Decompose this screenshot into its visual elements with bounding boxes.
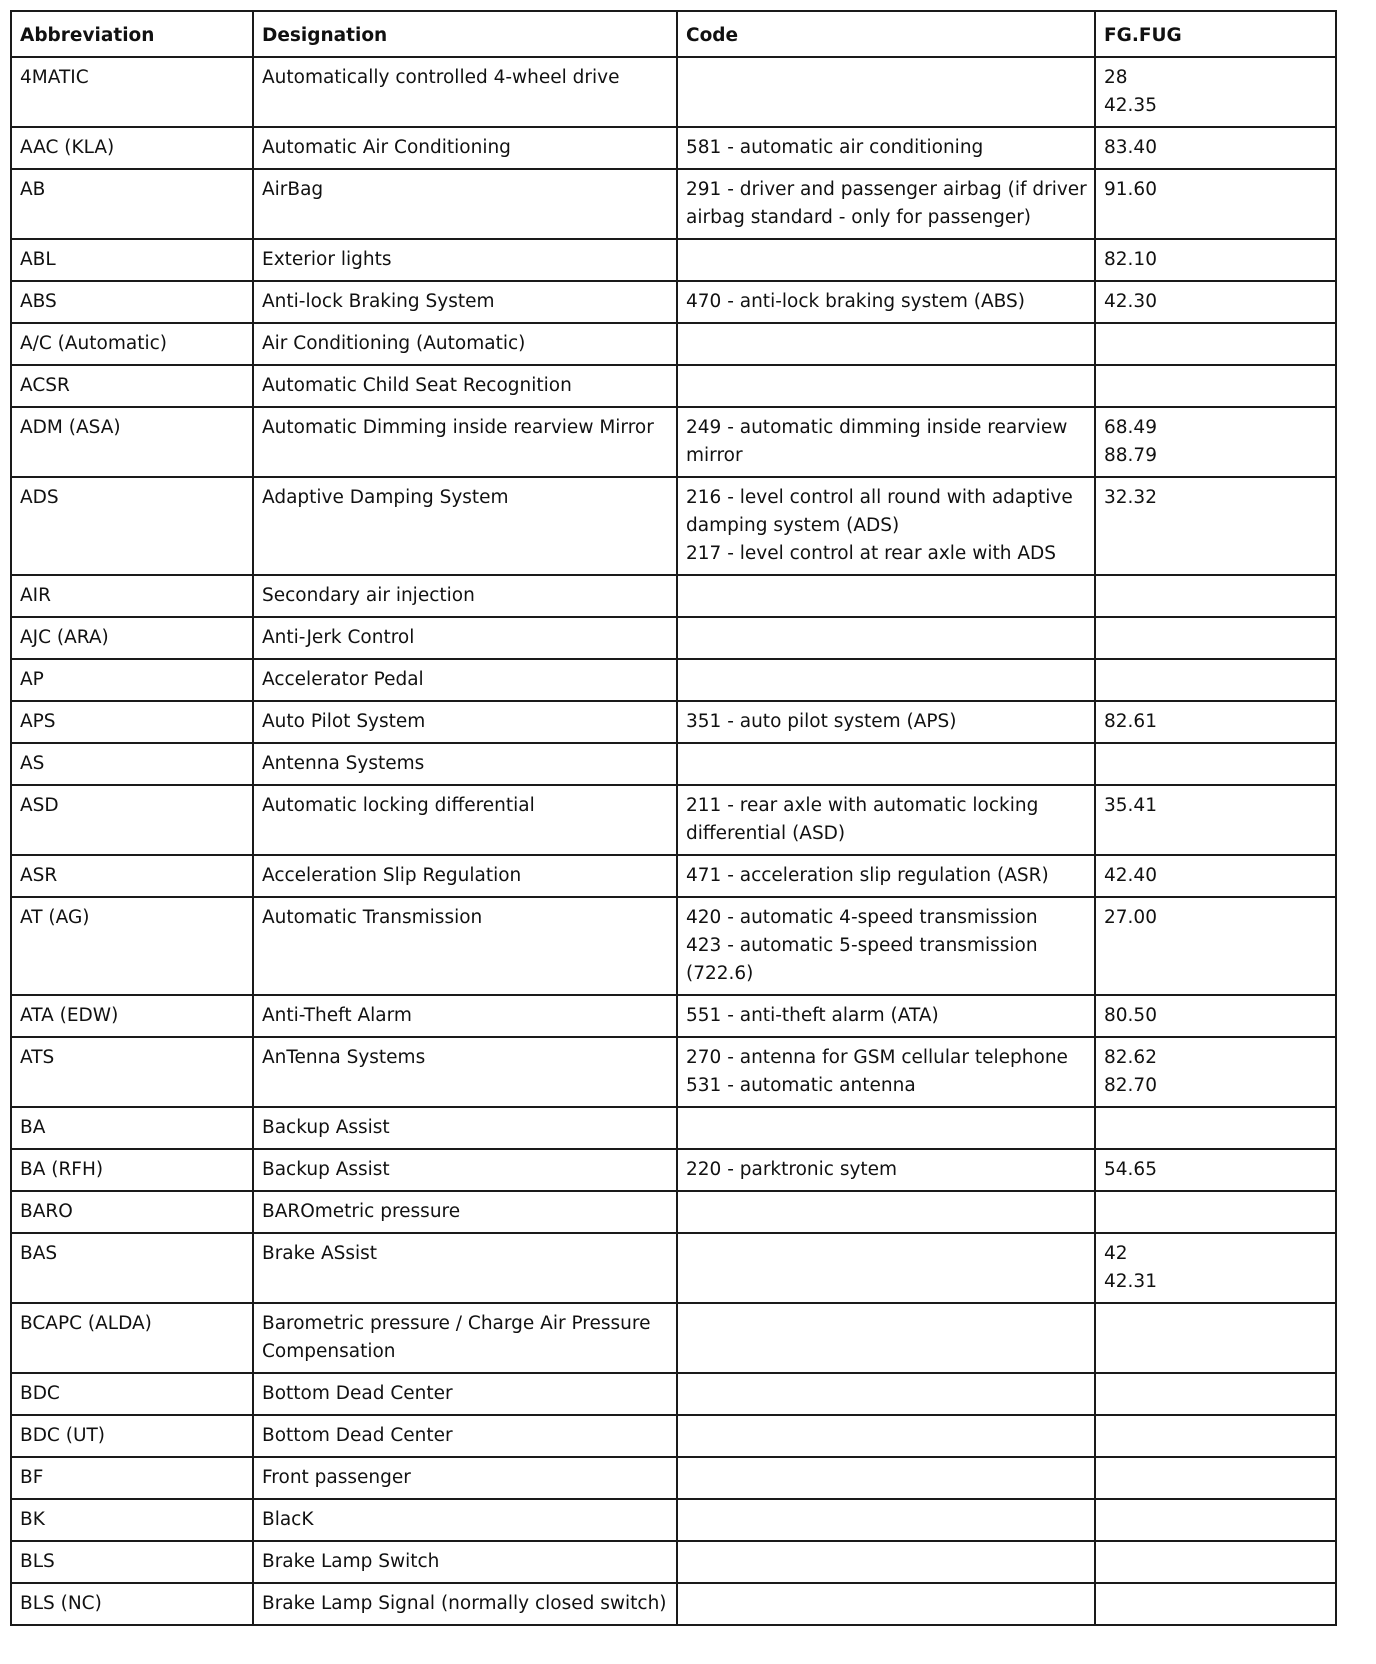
cell-designation: Brake Lamp Switch [253,1541,677,1583]
cell-code [677,127,1095,169]
header-designation: Designation [253,11,677,57]
fg-fug-entry: 82.10 [1104,249,1157,270]
cell-fg-fug [1095,477,1336,575]
table-row [11,1149,1336,1191]
table-row [11,169,1336,239]
table-row [11,1541,1336,1583]
cell-fg-fug [1095,743,1336,785]
fg-fug-entry: 80.50 [1104,1005,1157,1026]
cell-designation: Acceleration Slip Regulation [253,855,677,897]
cell-code [677,701,1095,743]
table-row [11,365,1336,407]
cell-fg-fug [1095,239,1336,281]
cell-code [677,57,1095,127]
cell-designation: Exterior lights [253,239,677,281]
cell-designation: Automatic Air Conditioning [253,127,677,169]
table-row [11,995,1336,1037]
cell-fg-fug [1095,575,1336,617]
cell-designation: Adaptive Damping System [253,477,677,575]
cell-fg-fug [1095,1415,1336,1457]
cell-fg-fug [1095,617,1336,659]
cell-abbreviation: AB [11,169,253,239]
cell-code [677,617,1095,659]
cell-designation: Brake ASsist [253,1233,677,1303]
fg-fug-entry: 68.49 [1104,417,1157,438]
cell-designation: BlacK [253,1499,677,1541]
cell-fg-fug [1095,1303,1336,1373]
cell-code [677,659,1095,701]
cell-abbreviation: AJC (ARA) [11,617,253,659]
table-row [11,855,1336,897]
cell-abbreviation: AT (AG) [11,897,253,995]
cell-code [677,407,1095,477]
cell-fg-fug [1095,57,1336,127]
cell-fg-fug [1095,1457,1336,1499]
cell-designation: Anti-Theft Alarm [253,995,677,1037]
fg-fug-entry: 27.00 [1104,907,1157,928]
code-entry: 220 - parktronic sytem [686,1159,898,1180]
cell-fg-fug [1095,1037,1336,1107]
cell-abbreviation: BDC [11,1373,253,1415]
cell-code [677,1373,1095,1415]
cell-code [677,477,1095,575]
cell-designation: Barometric pressure / Charge Air Pressure Compensation [253,1303,677,1373]
cell-abbreviation: ABS [11,281,253,323]
cell-designation: Antenna Systems [253,743,677,785]
cell-code [677,575,1095,617]
table-row [11,659,1336,701]
cell-fg-fug [1095,1191,1336,1233]
cell-designation: Backup Assist [253,1149,677,1191]
fg-fug-entry: 83.40 [1104,137,1157,158]
code-entry: 531 - automatic antenna [686,1075,916,1096]
cell-code [677,1107,1095,1149]
table-body [11,57,1336,1625]
cell-abbreviation: BLS (NC) [11,1583,253,1625]
cell-abbreviation: AS [11,743,253,785]
table-row [11,785,1336,855]
cell-abbreviation: 4MATIC [11,57,253,127]
cell-code [677,743,1095,785]
cell-designation: Automatic Child Seat Recognition [253,365,677,407]
table-row [11,617,1336,659]
cell-designation: Automatic Dimming inside rearview Mirror [253,407,677,477]
table-row [11,281,1336,323]
cell-code [677,785,1095,855]
cell-code [677,1583,1095,1625]
cell-code [677,1233,1095,1303]
cell-fg-fug [1095,1541,1336,1583]
cell-abbreviation: BF [11,1457,253,1499]
cell-fg-fug [1095,1583,1336,1625]
table-row [11,575,1336,617]
cell-fg-fug [1095,1149,1336,1191]
code-entry: 291 - driver and passenger airbag (if driver airbag standard - only for passenger) [686,179,1087,228]
header-abbreviation: Abbreviation [11,11,253,57]
table-row [11,1583,1336,1625]
cell-code [677,897,1095,995]
cell-code [677,1191,1095,1233]
cell-code [677,1303,1095,1373]
cell-abbreviation: BA (RFH) [11,1149,253,1191]
table-row [11,57,1336,127]
cell-abbreviation: BLS [11,1541,253,1583]
cell-designation: Anti-Jerk Control [253,617,677,659]
code-entry: 551 - anti-theft alarm (ATA) [686,1005,939,1026]
cell-abbreviation: ASR [11,855,253,897]
cell-fg-fug [1095,1107,1336,1149]
cell-abbreviation: APS [11,701,253,743]
fg-fug-entry: 82.70 [1104,1075,1157,1096]
cell-abbreviation: BAS [11,1233,253,1303]
cell-designation: Bottom Dead Center [253,1373,677,1415]
fg-fug-entry: 42 [1104,1243,1128,1264]
fg-fug-entry: 42.40 [1104,865,1157,886]
table-row [11,1191,1336,1233]
abbreviation-table [10,10,1337,1626]
table-row [11,1303,1336,1373]
code-entry: 470 - anti-lock braking system (ABS) [686,291,1025,312]
table-row [11,1233,1336,1303]
table-row [11,239,1336,281]
cell-designation: AnTenna Systems [253,1037,677,1107]
cell-code [677,169,1095,239]
cell-fg-fug [1095,1233,1336,1303]
cell-fg-fug [1095,127,1336,169]
fg-fug-entry: 54.65 [1104,1159,1157,1180]
table-row [11,897,1336,995]
cell-code [677,281,1095,323]
cell-designation: Secondary air injection [253,575,677,617]
code-entry: 216 - level control all round with adaptive damping system (ADS) [686,487,1073,536]
fg-fug-entry: 42.31 [1104,1271,1157,1292]
fg-fug-entry: 88.79 [1104,445,1157,466]
table-row [11,1373,1336,1415]
cell-fg-fug [1095,897,1336,995]
cell-fg-fug [1095,785,1336,855]
cell-designation: Anti-lock Braking System [253,281,677,323]
code-entry: 270 - antenna for GSM cellular telephone [686,1047,1068,1068]
cell-designation: Automatically controlled 4-wheel drive [253,57,677,127]
cell-abbreviation: BDC (UT) [11,1415,253,1457]
cell-code [677,855,1095,897]
cell-designation: Automatic Transmission [253,897,677,995]
fg-fug-entry: 42.35 [1104,95,1157,116]
cell-code [677,1457,1095,1499]
cell-designation: Brake Lamp Signal (normally closed switch) [253,1583,677,1625]
cell-fg-fug [1095,1499,1336,1541]
cell-abbreviation: ADS [11,477,253,575]
cell-fg-fug [1095,365,1336,407]
code-entry: 249 - automatic dimming inside rearview mirror [686,417,1068,466]
header-fg-fug: FG.FUG [1095,11,1336,57]
fg-fug-entry: 28 [1104,67,1128,88]
cell-code [677,1541,1095,1583]
cell-fg-fug [1095,659,1336,701]
fg-fug-entry: 91.60 [1104,179,1157,200]
cell-designation: Backup Assist [253,1107,677,1149]
cell-designation: AirBag [253,169,677,239]
cell-designation: Auto Pilot System [253,701,677,743]
cell-abbreviation: A/C (Automatic) [11,323,253,365]
cell-abbreviation: ATS [11,1037,253,1107]
cell-code [677,239,1095,281]
table-row [11,407,1336,477]
table-row [11,1037,1336,1107]
table-row [11,1499,1336,1541]
fg-fug-entry: 35.41 [1104,795,1157,816]
table-row [11,127,1336,169]
cell-abbreviation: ADM (ASA) [11,407,253,477]
fg-fug-entry: 82.62 [1104,1047,1157,1068]
table-row [11,701,1336,743]
cell-code [677,365,1095,407]
cell-abbreviation: AAC (KLA) [11,127,253,169]
cell-designation: Air Conditioning (Automatic) [253,323,677,365]
cell-abbreviation: BA [11,1107,253,1149]
cell-fg-fug [1095,855,1336,897]
code-entry: 420 - automatic 4-speed transmission [686,907,1038,928]
cell-code [677,1415,1095,1457]
table-row [11,1457,1336,1499]
cell-code [677,995,1095,1037]
code-entry: 471 - acceleration slip regulation (ASR) [686,865,1049,886]
cell-abbreviation: BCAPC (ALDA) [11,1303,253,1373]
cell-code [677,1149,1095,1191]
table-row [11,743,1336,785]
cell-designation: BAROmetric pressure [253,1191,677,1233]
cell-fg-fug [1095,1373,1336,1415]
cell-code [677,1499,1095,1541]
table-row [11,1415,1336,1457]
cell-abbreviation: AP [11,659,253,701]
cell-fg-fug [1095,995,1336,1037]
code-entry: 211 - rear axle with automatic locking differential (ASD) [686,795,1039,844]
cell-fg-fug [1095,407,1336,477]
header-code: Code [677,11,1095,57]
cell-abbreviation: ACSR [11,365,253,407]
fg-fug-entry: 42.30 [1104,291,1157,312]
code-entry: 351 - auto pilot system (APS) [686,711,957,732]
cell-designation: Accelerator Pedal [253,659,677,701]
abbreviation-table-page [10,10,1335,1626]
cell-fg-fug [1095,169,1336,239]
table-row [11,323,1336,365]
cell-abbreviation: ASD [11,785,253,855]
cell-designation: Bottom Dead Center [253,1415,677,1457]
cell-code [677,323,1095,365]
cell-abbreviation: BK [11,1499,253,1541]
cell-abbreviation: AIR [11,575,253,617]
table-row [11,1107,1336,1149]
fg-fug-entry: 32.32 [1104,487,1157,508]
code-entry: 217 - level control at rear axle with ADS [686,543,1056,564]
cell-abbreviation: ABL [11,239,253,281]
cell-fg-fug [1095,281,1336,323]
cell-designation: Automatic locking differential [253,785,677,855]
cell-abbreviation: ATA (EDW) [11,995,253,1037]
code-entry: 423 - automatic 5-speed transmission (722.6) [686,935,1038,984]
fg-fug-entry: 82.61 [1104,711,1157,732]
code-entry: 581 - automatic air conditioning [686,137,984,158]
cell-designation: Front passenger [253,1457,677,1499]
cell-code [677,1037,1095,1107]
table-header-row [11,11,1336,57]
table-row [11,477,1336,575]
cell-abbreviation: BARO [11,1191,253,1233]
cell-fg-fug [1095,323,1336,365]
cell-fg-fug [1095,701,1336,743]
